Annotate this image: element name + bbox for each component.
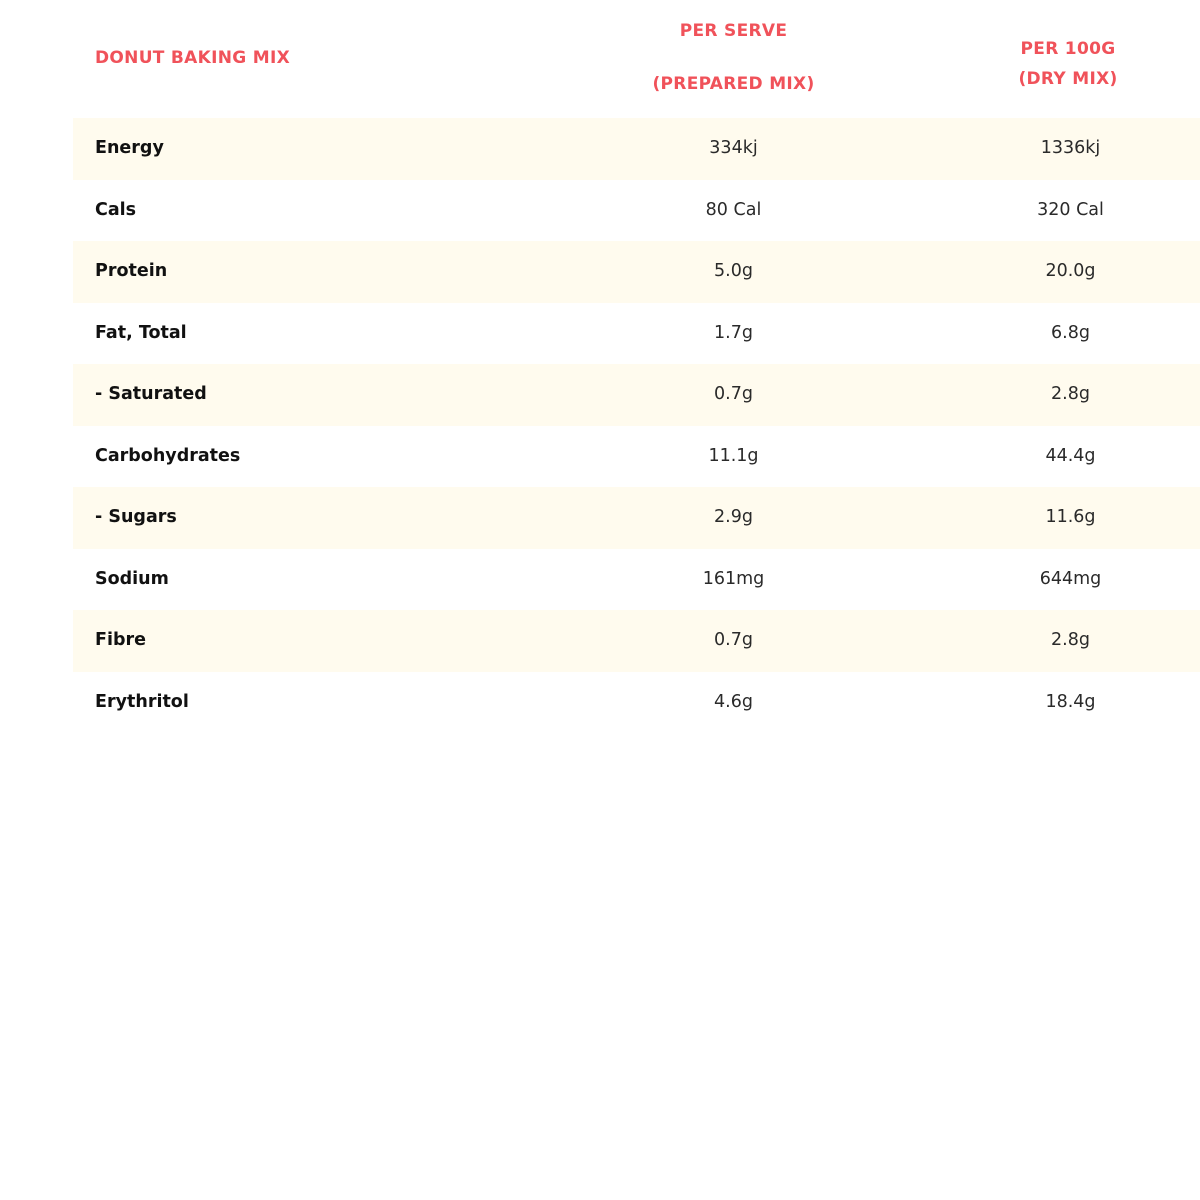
table-row-erythritol <box>73 672 1200 734</box>
table-row-sodium <box>73 549 1200 611</box>
table-row-sugars <box>73 487 1200 549</box>
per-serve-value: 2.9g <box>714 507 753 527</box>
nutrient-name: Protein <box>95 261 168 281</box>
per-serve-header-line2: (PREPARED MIX) <box>652 74 815 94</box>
per-serve-value: 0.7g <box>714 384 753 404</box>
per-serve-value: 4.6g <box>714 691 753 712</box>
per-100g-value: 6.8g <box>1051 322 1090 343</box>
per-100g-header-line2: (DRY MIX) <box>1018 69 1118 89</box>
per-100g-value: 1336kj <box>1040 138 1101 158</box>
table-row-fat-total <box>73 303 1200 365</box>
table-row-fibre <box>73 610 1200 672</box>
per-serve-value: 0.7g <box>714 630 753 650</box>
per-serve-value: 5.0g <box>714 261 753 281</box>
product-name-header: DONUT BAKING MIX <box>95 48 290 68</box>
nutrient-name: Cals <box>95 199 137 220</box>
per-serve-header-line1: PER SERVE <box>679 21 788 41</box>
per-serve-value: 161mg <box>702 568 765 589</box>
nutrient-name: Energy <box>95 138 164 158</box>
table-row-energy <box>73 118 1200 180</box>
per-100g-value: 20.0g <box>1045 261 1096 281</box>
nutrient-name: Fat, Total <box>95 322 187 343</box>
table-row-protein <box>73 241 1200 303</box>
table-row-saturated <box>73 364 1200 426</box>
nutrition-table <box>73 0 1200 733</box>
per-serve-value: 1.7g <box>714 322 753 343</box>
per-serve-value: 11.1g <box>708 445 759 466</box>
per-100g-value: 18.4g <box>1045 691 1096 712</box>
nutrient-name: - Sugars <box>95 507 177 527</box>
per-100g-value: 320 Cal <box>1037 199 1104 220</box>
nutrient-name: - Saturated <box>95 384 207 404</box>
nutrient-name: Fibre <box>95 630 146 650</box>
per-100g-value: 2.8g <box>1051 630 1090 650</box>
per-100g-value: 2.8g <box>1051 384 1090 404</box>
per-serve-header <box>646 21 821 94</box>
table-row-cals <box>73 180 1200 242</box>
per-serve-value: 80 Cal <box>705 199 762 220</box>
nutrient-name: Carbohydrates <box>95 445 241 466</box>
table-header <box>73 0 1200 118</box>
per-serve-value: 334kj <box>709 138 758 158</box>
nutrient-name: Erythritol <box>95 691 189 712</box>
nutrient-name: Sodium <box>95 568 169 589</box>
per-100g-value: 44.4g <box>1045 445 1096 466</box>
per-100g-value: 644mg <box>1039 568 1102 589</box>
table-row-carbohydrates <box>73 426 1200 488</box>
per-100g-header <box>1008 34 1128 94</box>
per-100g-value: 11.6g <box>1045 507 1096 527</box>
per-100g-header-line1: PER 100G <box>1020 39 1116 59</box>
